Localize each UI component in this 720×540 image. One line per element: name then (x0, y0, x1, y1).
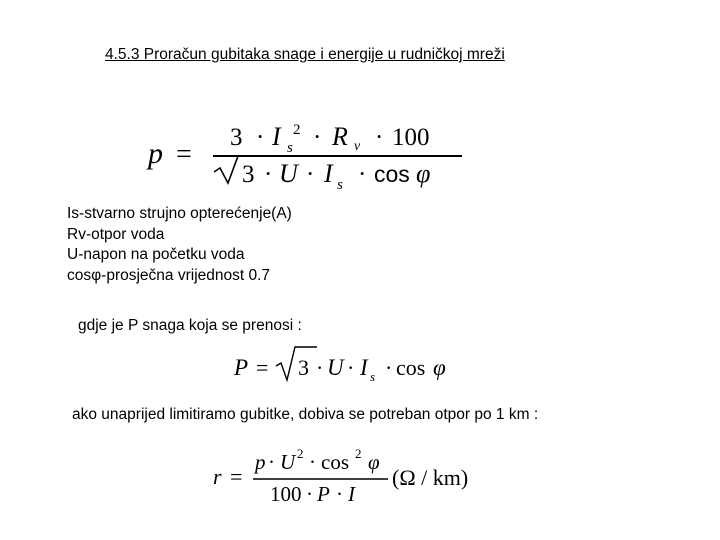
formula1-den-dot2: · (306, 161, 315, 188)
formula1-eq: = (176, 139, 192, 170)
formula1-sqrt-sign (214, 156, 262, 183)
formula2-phi: φ (433, 355, 446, 380)
formula3-den-I: I (348, 482, 355, 506)
formula1-num-dot2: · (313, 124, 322, 151)
formula1-num-I: I (272, 122, 281, 151)
formula3-den-dot2: · (336, 482, 343, 506)
formula3-num-dot2: · (309, 450, 316, 474)
formula2-dot2: · (347, 355, 355, 380)
formula1-num-v: v (354, 139, 361, 154)
section-title: 4.5.3 Proračun gubitaka snage i energije u rudničkoj mreži (105, 46, 505, 63)
formula2-sqrt-sign (276, 347, 317, 380)
definition-cosphi: cosφ-prosječna vrijednost 0.7 (67, 266, 271, 284)
variable-definitions (67, 204, 292, 286)
formula1-num-three: 3 (230, 124, 243, 151)
formula3-num-p: p (255, 450, 266, 474)
formula2-dot3: · (385, 355, 393, 380)
formula2-lhs: P (234, 355, 249, 380)
formula3-eq: = (230, 464, 243, 489)
formula3-den-dot1: · (306, 482, 313, 506)
formula2-three: 3 (298, 355, 309, 380)
formula2-cos: cos (396, 355, 426, 380)
formula3-num-sq: 2 (297, 446, 304, 461)
formula3-num-U: U (280, 450, 296, 474)
power-explanation: gdje je P snaga koja se prenosi : (78, 317, 302, 334)
formula3-num-sq2: 2 (355, 446, 362, 461)
formula2-I: I (360, 355, 368, 380)
formula1-den-U: U (279, 159, 298, 188)
formula1-num-sq: 2 (293, 122, 301, 138)
formula1-den-dot1: · (264, 161, 273, 188)
formula2-s: s (370, 369, 376, 384)
formula1-den-dot3: · (358, 161, 367, 188)
definition-rv: Rv-otpor voda (67, 225, 165, 243)
formula1-den-s: s (337, 177, 343, 193)
formula1-den-three: 3 (242, 161, 255, 188)
definition-is: Is-stvarno strujno opterećenje(A) (67, 205, 292, 222)
formula1-den-phi: φ (416, 159, 431, 188)
formula3-num-cos: cos (321, 450, 349, 474)
formula1-num-R: R (332, 122, 348, 151)
formula3-num-dot1: · (268, 450, 275, 474)
formula2-eq: = (256, 355, 269, 380)
formula1-num-dot1: · (256, 124, 265, 151)
formula1-den-cos: cos (374, 161, 410, 187)
formula3-lhs: r (213, 464, 222, 489)
formula2-U: U (327, 355, 344, 380)
formula3-den-P: P (317, 482, 330, 506)
formula2-dot1: · (316, 355, 324, 380)
formula1-den-I: I (324, 159, 333, 188)
formula1-lhs: p (148, 137, 163, 170)
formula1-num-dot3: · (375, 124, 384, 151)
formula1-num-s: s (287, 140, 293, 156)
definition-u: U-napon na početku voda (67, 246, 245, 263)
formula3-den-hundred: 100 (270, 482, 302, 506)
resistance-explanation: ako unaprijed limitiramo gubitke, dobiva se potreban otpor po 1 km : (72, 406, 539, 423)
formula3-unit: (Ω / km) (392, 465, 469, 490)
formula3-num-phi: φ (368, 450, 380, 474)
formula1-num-hundred: 100 (392, 124, 430, 151)
